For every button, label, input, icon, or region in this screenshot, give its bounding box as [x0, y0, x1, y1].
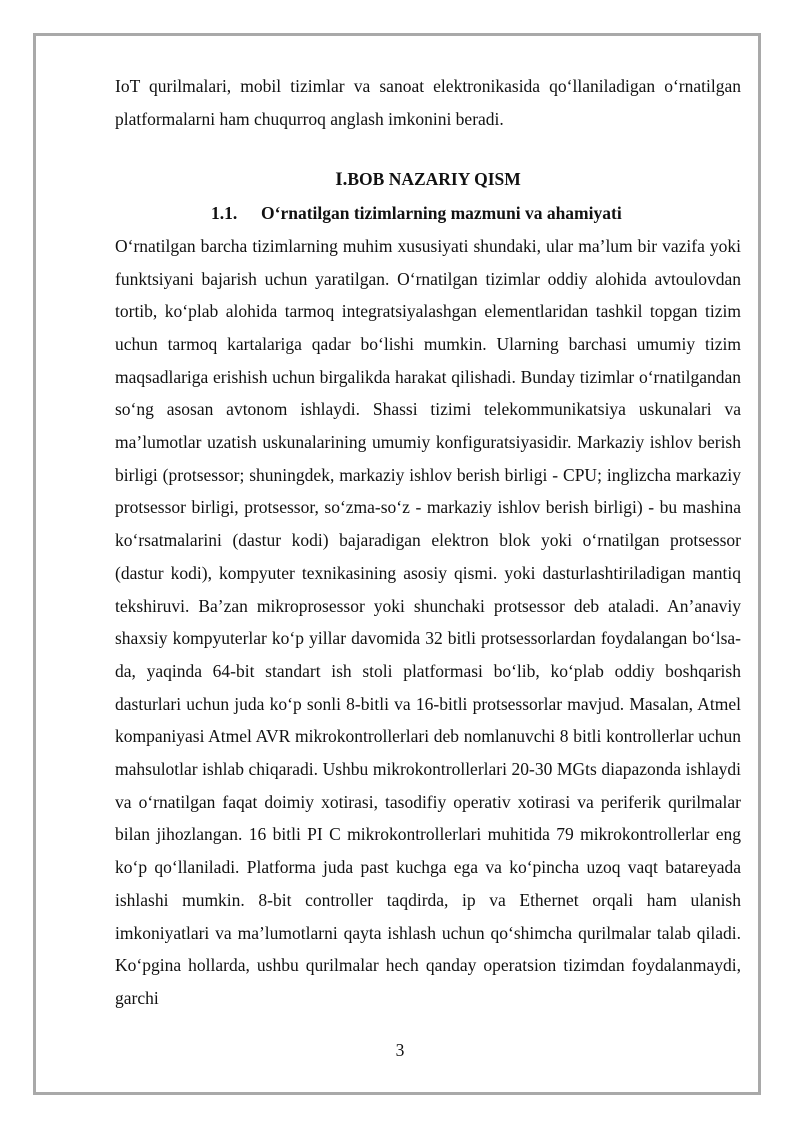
section-title: O‘rnatilgan tizimlarning mazmuni va ahamiyati [261, 203, 622, 224]
intro-paragraph: IoT qurilmalari, mobil tizimlar va sanoat elektronikasida qo‘llaniladigan o‘rnatilgan platformalarni ham chuqurroq anglash imkonini beradi. [115, 76, 741, 129]
chapter-title: BOB NAZARIY QISM [347, 169, 521, 190]
chapter-roman-numeral: I. [335, 169, 348, 191]
section-heading [115, 197, 741, 230]
chapter-heading [115, 163, 741, 197]
page-number: 3 [395, 1040, 405, 1060]
body-paragraph: O‘rnatilgan barcha tizimlarning muhim xususiyati shundaki, ular ma’lum bir vazifa yoki funktsiyani bajarish uchun yaratilgan. O‘rnatilgan tizimlar oddiy alohida avtoulovdan tortib, ko‘plab alohida tarmoq integratsiyalashgan elementlaridan tashkil topgan tizim uchun tarmoq kartalariga qadar bo‘lishi mumkin. Ularning barchasi umumiy tizim maqsadlariga erishish uchun birgalikda harakat qilishadi. Bunday tizimlar o‘rnatilgandan so‘ng asosan avtonom ishlaydi. Shassi tizimi telekommunikatsiya uskunalari va ma’lumotlar uzatish uskunalarining umumiy konfiguratsiyasidir. Markaziy ishlov berish birligi (protsessor; shuningdek, markaziy ishlov berish birligi - CPU; inglizcha markaziy protsessor birligi, protsessor, so‘zma-so‘z - markaziy ishlov berish birligi) - bu mashina ko‘rsatmalarini (dastur kodi) bajaradigan elektron blok yoki o‘rnatilgan protsessor (dastur kodi), kompyuter texnikasining asosiy qismi. yoki dasturlashtiriladigan mantiq tekshiruvi. Ba’zan mikroprosessor yoki shunchaki protsessor deb ataladi. An’anaviy shaxsiy kompyuterlar ko‘p yillar davomida 32 bitli protsessorlardan foydalangan bo‘lsa-da, yaqinda 64-bit standart ish stoli platformasi bo‘lib, ko‘plab oddiy boshqarish dasturlari uchun juda ko‘p sonli 8-bitli va 16-bitli protsessorlar mavjud. Masalan, Atmel kompaniyasi Atmel AVR mikrokontrollerlari deb nomlanuvchi 8 bitli kontrollerlar uchun mahsulotlar ishlab chiqaradi. Ushbu mikrokontrollerlari 20-30 MGts diapazonda ishlaydi va o‘rnatilgan faqat doimiy xotirasi, tasodifiy operativ xotirasi va periferik qurilmalar bilan jihozlangan. 16 bitli PI C mikrokontrollerlari muhitida 79 mikrokontrollerlar eng ko‘p qo‘llaniladi. Platforma juda past kuchga ega va ko‘pincha uzoq vaqt batareyada ishlashi mumkin. 8-bit controller taqdirda, ip va Ethernet orqali ham ulanish imkoniyatlari va ma’lumotlarni qayta ishlash uchun qo‘shimcha qurilmalar talab qiladi. Ko‘pgina hollarda, ushbu qurilmalar hech qanday operatsion tizimdan foydalanmaydi, garchi [115, 235, 741, 1008]
section-number: 1.1. [211, 203, 238, 224]
page-content [115, 70, 741, 1015]
